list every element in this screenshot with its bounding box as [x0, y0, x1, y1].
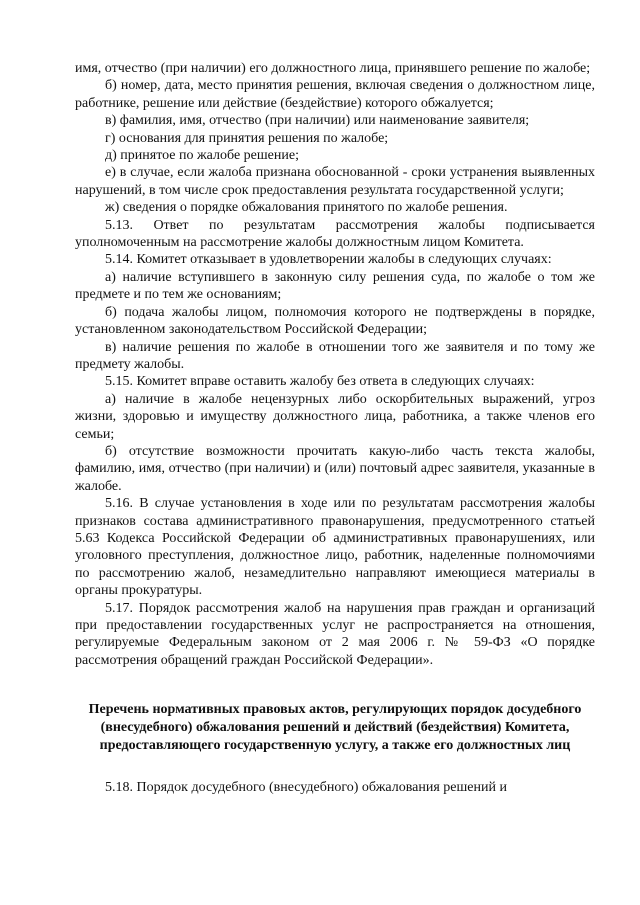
paragraph: 5.14. Комитет отказывает в удовлетворении жалобы в следующих случаях: [105, 252, 552, 268]
paragraph: г) основания для принятия решения по жалобе; [105, 130, 389, 146]
paragraph: 5.15. Комитет вправе оставить жалобу без ответа в следующих случаях: [105, 374, 535, 390]
paragraph: 5.16. В случае установления в ходе или по результатам рассмотрения жалобы признаков состава административного правонарушения, предусмотренного статьей 5.63 Кодекса Российской Федерации об административных правонарушениях, или уголовного преступления, должностное лицо, работник, наделенные полномочиями по рассмотрению жалоб, незамедлительно направляют имеющиеся материалы в органы прокуратуры. [75, 496, 595, 599]
paragraph: а) наличие вступившего в законную силу решения суда, по жалобе о том же предмете и по тем же основаниям; [75, 269, 595, 303]
paragraph: 5.13. Ответ по результатам рассмотрения жалобы подписывается уполномоченным на рассмотрение жалобы должностным лицом Комитета. [75, 217, 595, 251]
paragraph: 5.17. Порядок рассмотрения жалоб на нарушения прав граждан и организаций при предоставлении государственных услуг не распространяется на отношения, регулируемые Федеральным законом от 2 мая 2006 г. № 59-ФЗ «О порядке рассмотрения обращений граждан Российской Федерации». [75, 600, 595, 668]
section-heading: Перечень нормативных правовых актов, регулирующих порядок досудебного (внесудебного) обжалования решений и действий (бездействия) Комитета, предоставляющего государственную услугу, а также его должностных лиц [88, 702, 582, 754]
paragraph-5-18: 5.18. Порядок досудебного (внесудебного) обжалования решений и [105, 780, 507, 796]
paragraph: имя, отчество (при наличии) его должностного лица, принявшего решение по жалобе; [75, 61, 591, 76]
paragraph: ж) сведения о порядке обжалования принятого по жалобе решения. [105, 200, 508, 216]
paragraph: в) фамилия, имя, отчество (при наличии) или наименование заявителя; [105, 113, 530, 129]
paragraph: в) наличие решения по жалобе в отношении того же заявителя и по тому же предмету жалобы. [75, 339, 595, 372]
paragraph: б) номер, дата, место принятия решения, включая сведения о должностном лице, работнике, решение или действие (бездействие) которого обжалуется; [75, 78, 595, 111]
document-page [75, 60, 595, 797]
paragraph: е) в случае, если жалоба признана обоснованной - сроки устранения выявленных нарушений, в том числе срок предоставления результата государственной услуги; [75, 165, 595, 198]
paragraph: а) наличие в жалобе нецензурных либо оскорбительных выражений, угроз жизни, здоровью и имуществу должностного лица, работника, а также членов его семьи; [75, 391, 595, 442]
paragraph: б) отсутствие возможности прочитать какую-либо часть текста жалобы, фамилию, имя, отчество (при наличии) и (или) почтовый адрес заявителя, указанные в жалобе. [75, 443, 595, 494]
body-text [75, 60, 595, 669]
paragraph: б) подача жалобы лицом, полномочия которого не подтверждены в порядке, установленном законодательством Российской Федерации; [75, 304, 595, 338]
paragraph: д) принятое по жалобе решение; [105, 148, 299, 164]
